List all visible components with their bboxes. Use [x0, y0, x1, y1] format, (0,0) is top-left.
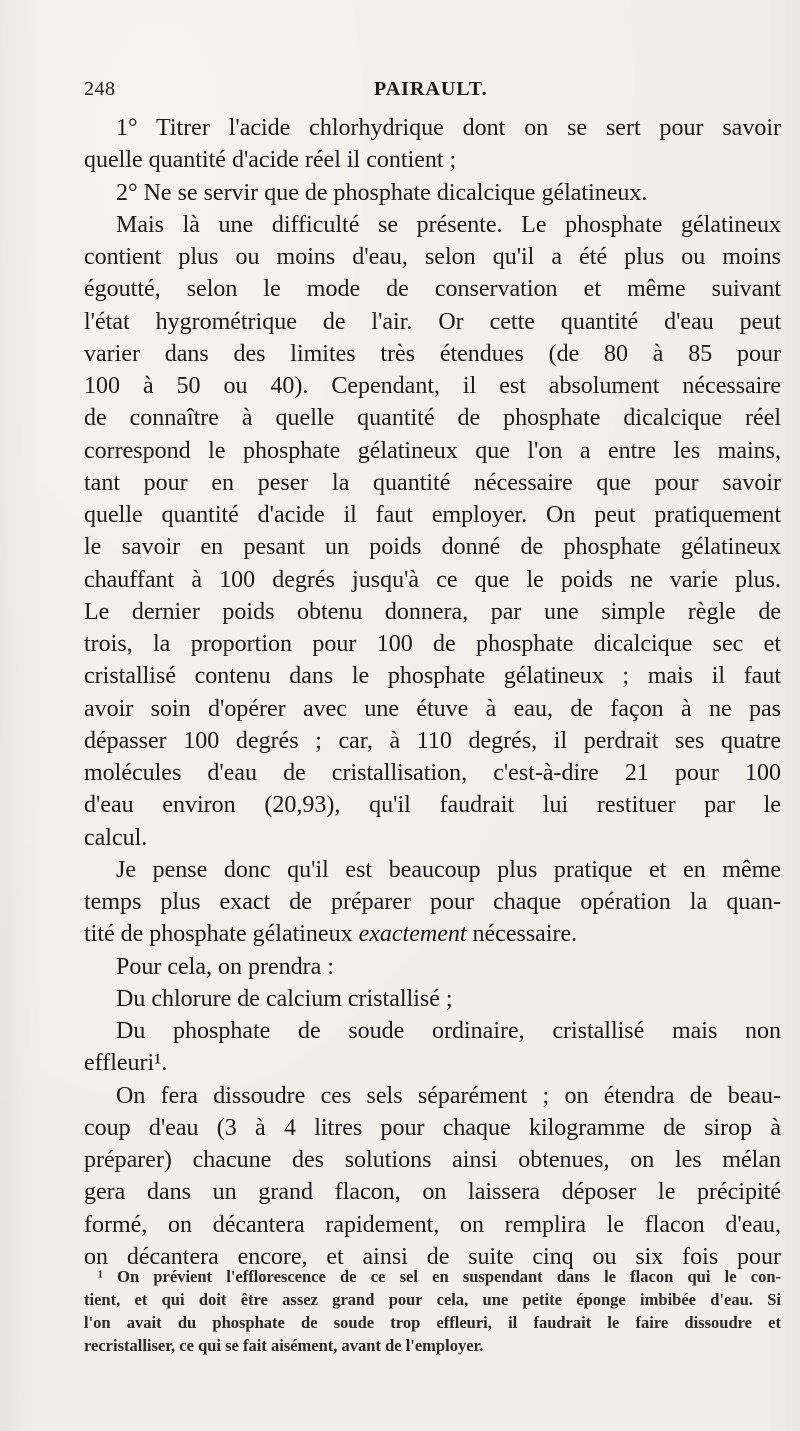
footnote-line: l'on avait du phosphate de soude trop effleuri, il faudrait le faire dissoudre et [84, 1313, 781, 1332]
text-line: égoutté, selon le mode de conservation et même suivant [84, 276, 781, 303]
text-line: dépasser 100 degrés ; car, à 110 degrés, il perdrait ses quatre [84, 727, 781, 754]
text-line: avoir soin d'opérer avec une étuve à eau, de façon à ne pas [84, 695, 781, 722]
text-line: cristallisé contenu dans le phosphate gélatineux ; mais il faut [84, 663, 781, 690]
footnote-line: tient, et qui doit être assez grand pour cela, une petite éponge imbibée d'eau. Si [84, 1290, 781, 1309]
text-line: préparer) chacune des solutions ainsi obtenues, on les mélan [84, 1147, 781, 1173]
text-line: 100 à 50 ou 40). Cependant, il est absolument nécessaire [84, 373, 781, 399]
text-line: calcul. [84, 824, 148, 851]
emphasized-word: exactement [358, 921, 467, 948]
text-line: varier dans des limites très étendues (de 80 à 85 pour [84, 340, 781, 367]
text-line: l'état hygrométrique de l'air. Or cette quantité d'eau peut [84, 308, 781, 335]
text-line: effleuri¹. [84, 1050, 168, 1077]
text-line: le savoir en pesant un poids donné de phosphate gélatineux [84, 534, 781, 561]
text-line: correspond le phosphate gélatineux que l'on a entre les mains, [84, 437, 781, 464]
text-line: chauffant à 100 degrés jusqu'à ce que le poids ne varie plus. [84, 566, 781, 593]
text-line: temps plus exact de préparer pour chaque opération la quan- [84, 889, 781, 915]
text-line: molécules d'eau de cristallisation, c'est-à-dire 21 pour 100 [84, 760, 781, 786]
text-line: 1° Titrer l'acide chlorhydrique dont on se sert pour savoir [116, 115, 781, 141]
page-header [84, 78, 710, 104]
text-line: formé, on décantera rapidement, on remplira le flacon d'eau, [84, 1211, 781, 1238]
text-line: Je pense donc qu'il est beaucoup plus pratique et en même [116, 856, 781, 883]
footnote-line: recristalliser, ce qui se fait aisément, avant de l'employer. [84, 1336, 484, 1355]
text-line: quelle quantité d'acide il faut employer. On peut pratiquement [84, 502, 781, 528]
footnote-line: ¹ On prévient l'efflorescence de ce sel en suspendant dans le flacon qui le con- [98, 1267, 781, 1286]
text-line: 2° Ne se servir que de phosphate dicalcique gélatineux. [116, 179, 648, 206]
text-line: On fera dissoudre ces sels séparément ; on étendra de beau- [116, 1082, 781, 1109]
body-text [84, 112, 781, 1273]
text-line: quelle quantité d'acide réel il contient ; [84, 147, 457, 174]
text-line: on décantera encore, et ainsi de suite cinq ou six fois pour [84, 1243, 781, 1270]
text-line: tité de phosphate gélatineux exactement nécessaire. [84, 921, 578, 948]
footnote [84, 1265, 781, 1357]
text-line: contient plus ou moins d'eau, selon qu'il a été plus ou moins [84, 244, 781, 270]
text-line: gera dans un grand flacon, on laissera déposer le précipité [84, 1179, 781, 1206]
text-line: Du phosphate de soude ordinaire, cristallisé mais non [116, 1018, 781, 1044]
text-line: Du chlorure de calcium cristallisé ; [116, 985, 453, 1012]
page-number: 248 [84, 78, 116, 100]
running-title: PAIRAULT. [374, 78, 488, 100]
text-line: coup d'eau (3 à 4 litres pour chaque kilogramme de sirop à [84, 1114, 781, 1141]
text-line: trois, la proportion pour 100 de phosphate dicalcique sec et [84, 631, 781, 657]
text-line: tant pour en peser la quantité nécessaire que pour savoir [84, 469, 781, 496]
text-line: d'eau environ (20,93), qu'il faudrait lui restituer par le [84, 792, 781, 819]
text-line: Le dernier poids obtenu donnera, par une simple règle de [84, 598, 781, 625]
text-line: Pour cela, on prendra : [116, 953, 334, 980]
text-line: de connaître à quelle quantité de phosphate dicalcique réel [84, 405, 781, 432]
text-line: Mais là une difficulté se présente. Le phosphate gélatineux [116, 211, 781, 238]
